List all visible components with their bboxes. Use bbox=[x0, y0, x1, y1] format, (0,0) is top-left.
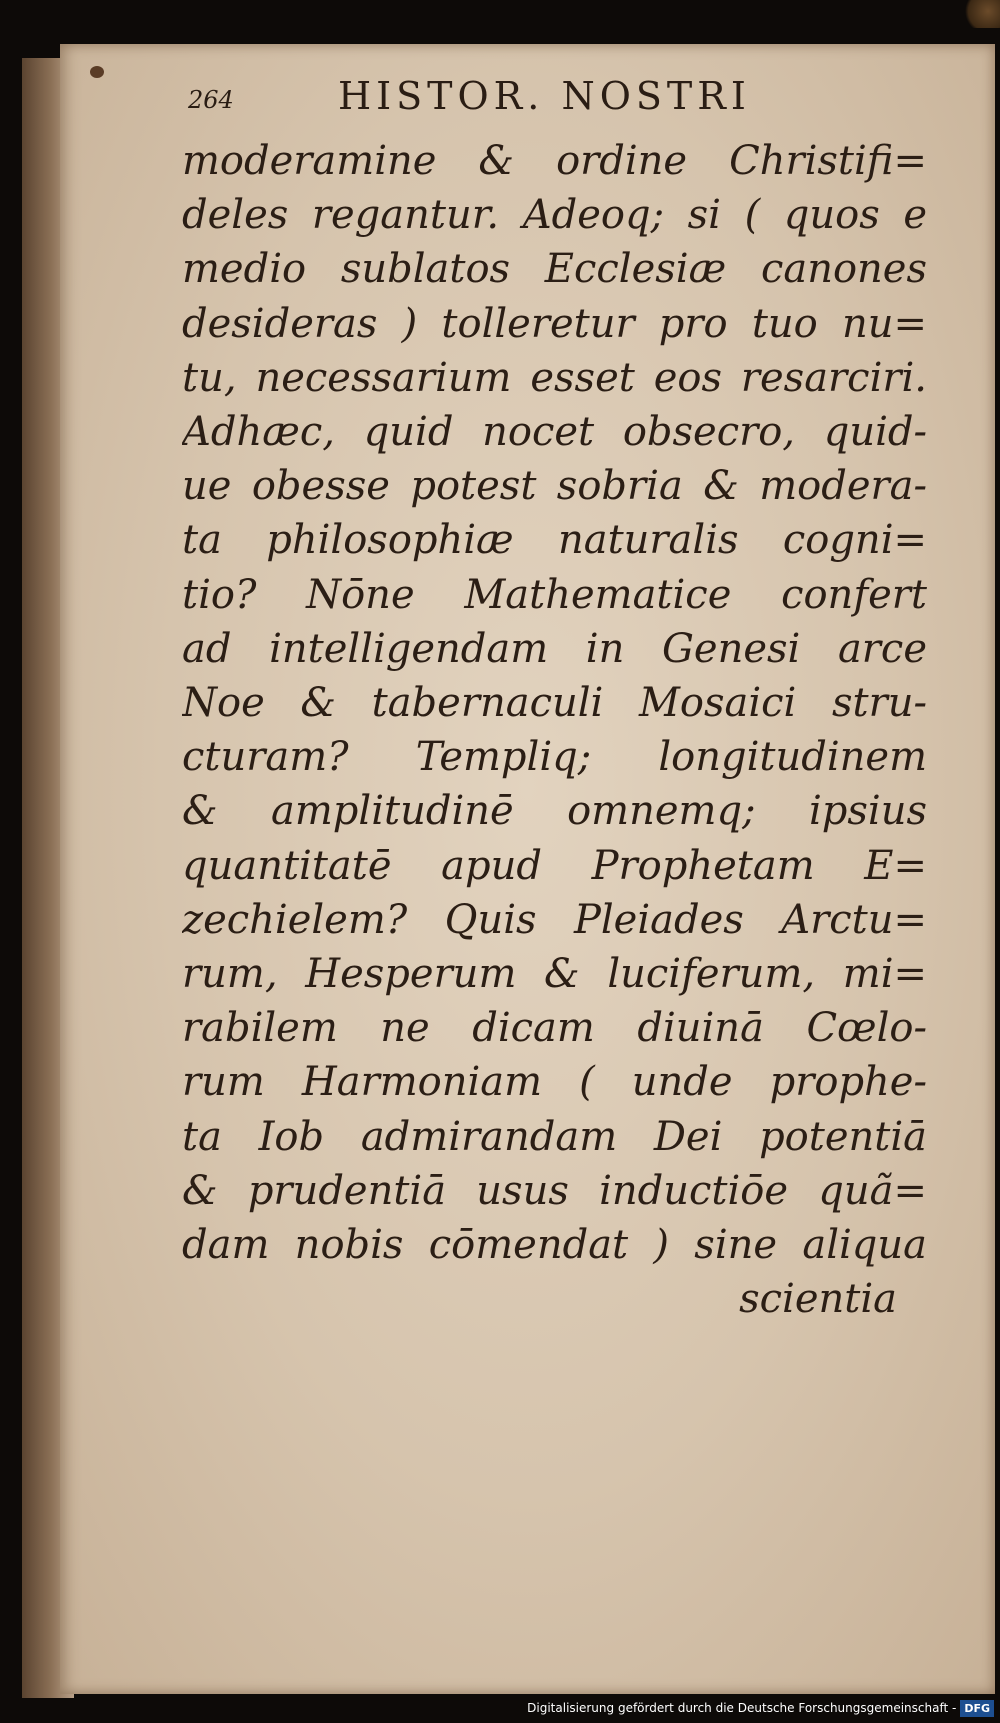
text-line: & prudentiā usus inductiōe quã= bbox=[182, 1167, 927, 1214]
text-line: cturam? Templiq; longitudinem bbox=[182, 734, 927, 781]
text-line: ta philosophiæ naturalis cogni= bbox=[182, 517, 927, 564]
corner-mark bbox=[960, 0, 1000, 28]
text-line: dam nobis cōmendat ) sine aliqua bbox=[182, 1222, 927, 1269]
text-line: ad intelligendam in Genesi arce bbox=[182, 625, 927, 672]
digitization-credit bbox=[527, 1697, 994, 1719]
catchword: scientia bbox=[739, 1276, 897, 1323]
text-line: moderamine & ordine Christifi= bbox=[182, 138, 927, 184]
page-number: 264 bbox=[188, 86, 234, 114]
text-line: deles regantur. Adeoq; si ( quos e bbox=[182, 192, 927, 239]
text-line: zechielem? Quis Pleiades Arctu= bbox=[182, 896, 927, 943]
text-line: ue obesse potest sobria & modera- bbox=[182, 463, 927, 510]
text-line: rum Harmoniam ( unde prophe- bbox=[182, 1059, 927, 1106]
text-line: medio sublatos Ecclesiæ canones bbox=[182, 246, 927, 293]
text-line: Adhæc, quid nocet obsecro, quid- bbox=[182, 409, 927, 456]
page-header bbox=[188, 74, 908, 134]
ink-stain bbox=[90, 66, 104, 78]
text-line: quantitatē apud Prophetam E= bbox=[182, 842, 927, 889]
text-line: ta Iob admirandam Dei potentiā bbox=[182, 1113, 927, 1160]
running-head: HISTOR. NOSTRI bbox=[338, 74, 751, 118]
text-line: & amplitudinē omnemq; ipsius bbox=[182, 788, 927, 835]
funding-note: Digitalisierung gefördert durch die Deutsche Forschungsgemeinschaft - bbox=[527, 1701, 957, 1715]
text-line: tu, necessarium esset eos resarciri. bbox=[182, 354, 927, 401]
text-line: Noe & tabernaculi Mosaici stru- bbox=[182, 680, 927, 727]
body-text bbox=[182, 134, 927, 1326]
dfg-logo-icon: DFG bbox=[960, 1700, 994, 1717]
text-line: rabilem ne dicam diuinā Cœlo- bbox=[182, 1005, 927, 1052]
text-line: tio? Nōne Mathematice confert bbox=[182, 571, 927, 618]
text-line: desideras ) tolleretur pro tuo nu= bbox=[182, 300, 927, 347]
text-line: rum, Hesperum & luciferum, mi= bbox=[182, 951, 927, 998]
